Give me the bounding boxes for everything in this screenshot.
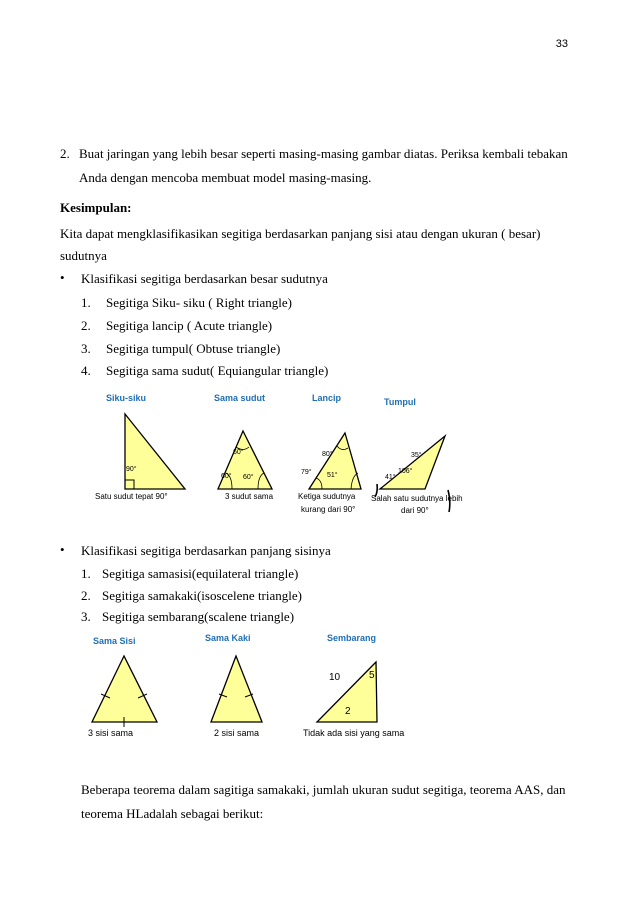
conclusion-line1: Kita dapat mengklasifikasikan segitiga berdasarkan panjang sisi atau dengan ukuran ( besar) <box>60 226 541 241</box>
figure-caption: 2 sisi sama <box>214 728 260 738</box>
angle-label: 35° <box>411 452 422 459</box>
bullet: • <box>60 542 65 557</box>
list-item-number: 4. <box>81 363 91 378</box>
list-item-number: 2. <box>81 588 91 603</box>
closing-line2: teorema HLadalah sebagai berikut: <box>81 806 264 821</box>
side-length-label: 10 <box>329 672 341 683</box>
figure-caption: Tidak ada sisi yang sama <box>303 728 405 738</box>
figure-label-samakaki: Sama Kaki <box>205 633 251 643</box>
angle-section-title: Klasifikasi segitiga berdasarkan besar sudutnya <box>81 271 328 286</box>
figure-label-siku: Siku-siku <box>106 393 147 403</box>
list-item-text: Segitiga samasisi(equilateral triangle) <box>102 566 299 581</box>
isosceles-triangle <box>211 656 262 722</box>
conclusion-heading: Kesimpulan: <box>60 200 132 215</box>
list-item-number: 2. <box>81 318 91 333</box>
figure-label-samasudut: Sama sudut <box>214 393 266 403</box>
side-length-label: 5 <box>369 670 375 681</box>
acute-triangle <box>309 433 361 489</box>
conclusion-line2: sudutnya <box>60 248 107 263</box>
list-item-text: Segitiga tumpul( Obtuse triangle) <box>106 341 281 356</box>
list-item-text: Segitiga Siku- siku ( Right triangle) <box>106 295 292 310</box>
figure-caption: 3 sudut sama <box>225 492 274 501</box>
figure-caption: 3 sisi sama <box>88 728 134 738</box>
page-number: 33 <box>555 38 568 50</box>
side-section-title: Klasifikasi segitiga berdasarkan panjang sisinya <box>81 543 331 558</box>
list-item-text: Segitiga sama sudut( Equiangular triangle) <box>106 363 329 378</box>
figure-caption: Ketiga sudutnya <box>298 492 356 501</box>
list-item-number: 1. <box>81 295 91 310</box>
figure-label-samasisi: Sama Sisi <box>93 636 136 646</box>
figure-caption: kurang dari 90° <box>301 505 356 514</box>
right-triangle <box>125 414 185 489</box>
figure-label-tumpul: Tumpul <box>384 397 416 407</box>
bullet: • <box>60 270 65 285</box>
step-text-line2: Anda dengan mencoba membuat model masing-masing. <box>79 170 372 185</box>
figure-caption: Satu sudut tepat 90° <box>95 492 168 501</box>
list-item-number: 1. <box>81 566 91 581</box>
list-item-text: Segitiga lancip ( Acute triangle) <box>106 318 273 333</box>
angle-label: 80° <box>322 451 333 458</box>
list-item-number: 3. <box>81 609 91 624</box>
step-text-line1: Buat jaringan yang lebih besar seperti masing-masing gambar diatas. Periksa kembali tebakan <box>79 146 568 161</box>
figure-label-sembarang: Sembarang <box>327 633 377 643</box>
angle-label: 106° <box>398 468 413 475</box>
figure-caption: Salah satu sudutnya lebih <box>371 494 463 503</box>
list-item-text: Segitiga samakaki(isoscelene triangle) <box>102 588 302 603</box>
angle-label: 60° <box>243 474 254 481</box>
figure-caption: dari 90° <box>401 506 429 515</box>
angle-label: 51° <box>327 472 338 479</box>
side-length-label: 2 <box>345 706 351 717</box>
angle-label: 90° <box>126 466 137 473</box>
obtuse-triangle <box>380 436 445 489</box>
angle-label: 60° <box>221 473 232 480</box>
angle-label: 60° <box>233 449 244 456</box>
closing-line1: Beberapa teorema dalam sagitiga samakaki, jumlah ukuran sudut segitiga, teorema AAS, dan <box>81 782 566 797</box>
list-item-number: 3. <box>81 341 91 356</box>
angle-label: 79° <box>301 469 312 476</box>
step-number: 2. <box>60 146 70 161</box>
figure-label-lancip: Lancip <box>312 393 342 403</box>
angle-label: 41° <box>385 474 396 481</box>
list-item-text: Segitiga sembarang(scalene triangle) <box>102 609 295 624</box>
equilateral-triangle <box>92 656 157 722</box>
